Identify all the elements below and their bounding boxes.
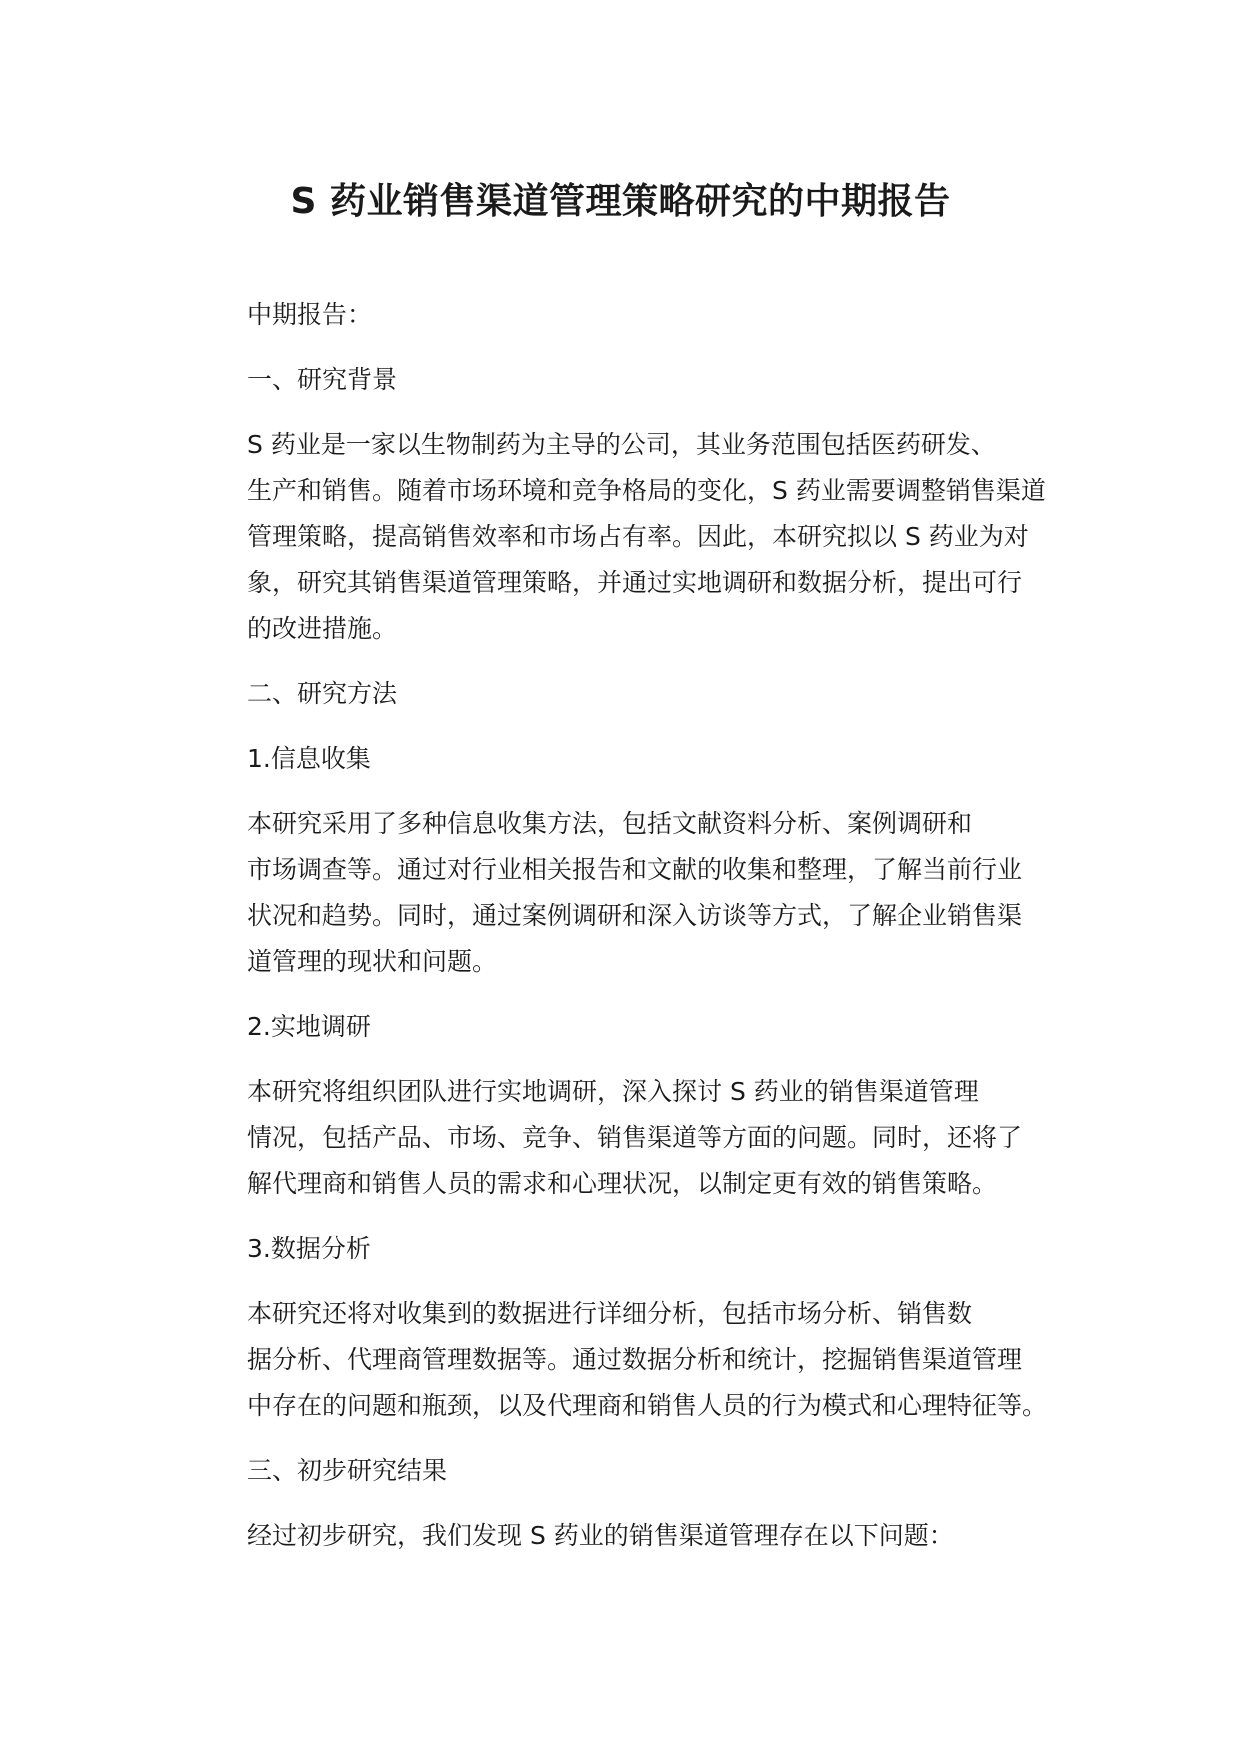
paragraph-line: 本研究将组织团队进行实地调研，深入探讨 S 药业的销售渠道管理 — [247, 1077, 979, 1106]
intro-label: 中期报告： — [247, 300, 373, 329]
document-body — [189, 292, 1089, 1578]
subsection-heading-info-collection: 1.信息收集 — [247, 744, 371, 773]
paragraph-line: S 药业是一家以生物制药为主导的公司，其业务范围包括医药研发、 — [247, 430, 996, 459]
paragraph-line: 中存在的问题和瓶颈，以及代理商和销售人员的行为模式和心理特征等。 — [247, 1391, 1048, 1420]
paragraph-line: 本研究还将对收集到的数据进行详细分析，包括市场分析、销售数 — [247, 1299, 973, 1328]
paragraph-line: 情况，包括产品、市场、竞争、销售渠道等方面的问题。同时，还将了 — [247, 1123, 1023, 1152]
paragraph-background — [189, 422, 1089, 652]
paragraph-line: 本研究采用了多种信息收集方法，包括文献资料分析、案例调研和 — [247, 809, 973, 838]
section-heading-preliminary-results: 三、初步研究结果 — [247, 1456, 448, 1485]
paragraph-line: 解代理商和销售人员的需求和心理状况，以制定更有效的销售策略。 — [247, 1169, 998, 1198]
paragraph-line: 状况和趋势。同时，通过案例调研和深入访谈等方式，了解企业销售渠 — [247, 901, 1023, 930]
paragraph-line: 市场调查等。通过对行业相关报告和文献的收集和整理，了解当前行业 — [247, 855, 1023, 884]
paragraph-line: 经过初步研究，我们发现 S 药业的销售渠道管理存在以下问题： — [247, 1521, 954, 1550]
paragraph-line: 的改进措施。 — [247, 614, 398, 643]
paragraph-line: 据分析、代理商管理数据等。通过数据分析和统计，挖掘销售渠道管理 — [247, 1345, 1023, 1374]
subsection-heading-data-analysis: 3.数据分析 — [247, 1234, 371, 1263]
paragraph-info-collection — [189, 801, 1089, 985]
subsection-heading-field-research: 2.实地调研 — [247, 1012, 371, 1041]
paragraph-line: 管理策略，提高销售效率和市场占有率。因此，本研究拟以 S 药业为对 — [247, 522, 1029, 551]
paragraph-line: 象，研究其销售渠道管理策略，并通过实地调研和数据分析，提出可行 — [247, 568, 1023, 597]
paragraph-preliminary-results — [189, 1513, 1089, 1559]
paragraph-line: 道管理的现状和问题。 — [247, 947, 498, 976]
document-title: S 药业销售渠道管理策略研究的中期报告 — [290, 181, 951, 222]
section-heading-methods: 二、研究方法 — [247, 679, 398, 708]
paragraph-field-research — [189, 1069, 1089, 1207]
paragraph-line: 生产和销售。随着市场环境和竞争格局的变化，S 药业需要调整销售渠道 — [247, 476, 1046, 505]
section-heading-background: 一、研究背景 — [247, 365, 398, 394]
paragraph-data-analysis — [189, 1291, 1089, 1429]
